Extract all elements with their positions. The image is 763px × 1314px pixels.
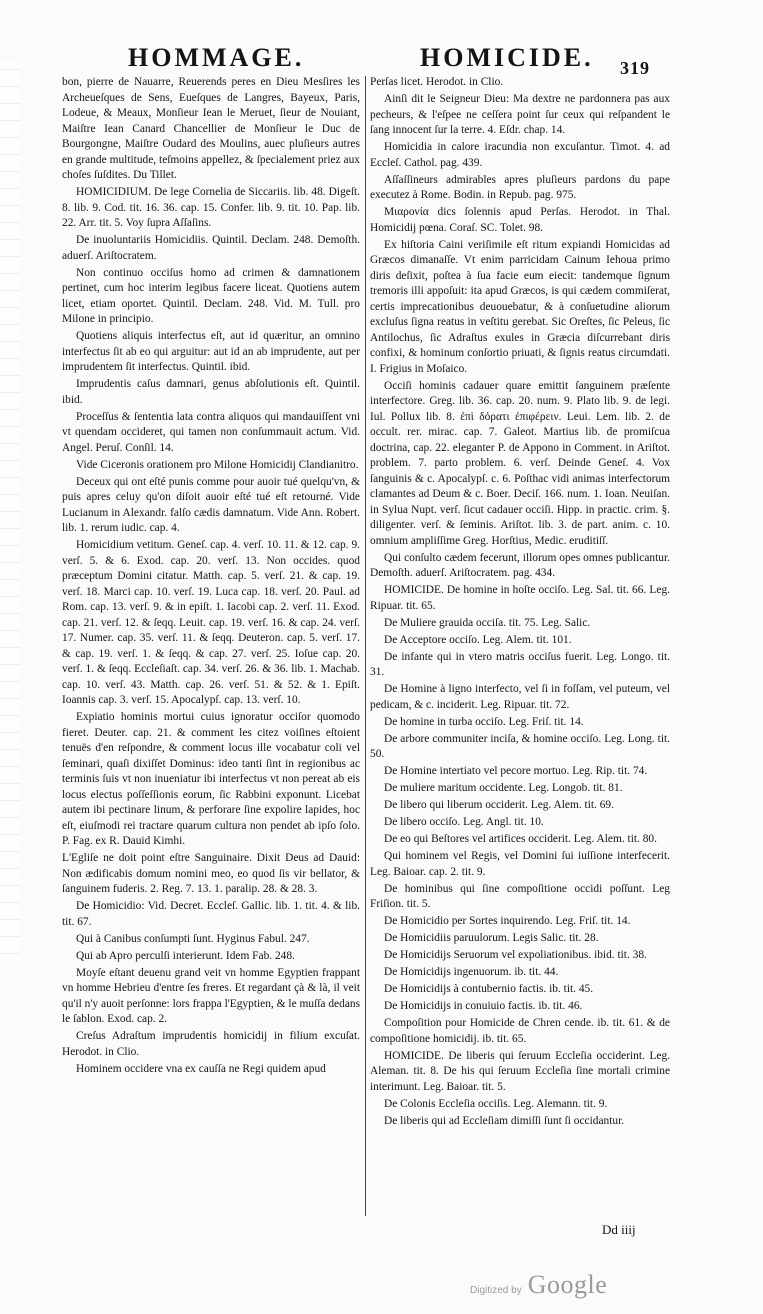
paragraph: De Homine intertiato vel pecore mortuo. Leg. Rip. tit. 74. (384, 765, 648, 777)
paragraph: Proceſſus & ſententia lata contra aliquos qui mandauiſſent vni vt quendam occideret, qui tamen non conſummauit actum. Vid. Angel. Peruſ. Conſil. 14. (62, 410, 360, 454)
paragraph: De Homicidiis paruulorum. Legis Salic. tit. 28. (384, 932, 599, 944)
running-head-right: HOMICIDE. (420, 43, 594, 72)
paragraph: Hominem occidere vna ex cauſſa ne Regi quidem apud (76, 1062, 326, 1075)
paragraph: bon, pierre de Nauarre, Reuerends peres en Dieu Mesſires les Archeueſques de Sens, Eueſques de Langres, Bayeux, Paris, Lodeue, & Meaux, Monſieur Iean le Meruet, ſieur de Nouiant, Maiſtre Iean Canard Chancellier de Monſieur le Duc de Bourgongne, Maiſtre Oudard des Moulins, auec pluſieurs autres en grande multitude, teſmoins appellez, & ſpecialement priez aux choſes ſuſdites. Du Tillet. (62, 76, 360, 181)
left-column (62, 75, 360, 1079)
running-head-left: HOMMAGE. (128, 43, 305, 72)
paragraph: HOMICIDE. De homine in hoſte occiſo. Leg. Sal. tit. 66. Leg. Ripuar. tit. 65. (370, 584, 670, 612)
paragraph: Qui à Canibus conſumpti ſunt. Hyginus Fabul. 247. (76, 932, 310, 945)
paragraph: De muliere maritum occidente. Leg. Longob. tit. 81. (384, 782, 623, 794)
paragraph: De liberis qui ad Eccleſiam dimiſſi ſunt ſi occidantur. (384, 1114, 625, 1127)
paragraph: Moyſe eſtant deuenu grand veit vn homme Egyptien frappant vn homme Hebrieu d'entre ſes freres. Et regardant çà & là, il veit qu'il n'y auoit perſonne: lors frappa l'Egyptien, & le muſſa dedans le ſablon. Exod. cap. 2. (62, 966, 360, 1025)
paragraph: De Homicidijs in conuiuio factis. ib. tit. 46. (384, 1000, 583, 1012)
margin-bleedthrough (0, 60, 20, 960)
paragraph: De Colonis Eccleſia occiſis. Leg. Alemann. tit. 9. (384, 1097, 608, 1110)
paragraph: De arbore communiter inciſa, & homine occiſo. Leg. Long. tit. 50. (370, 732, 670, 760)
paragraph: De hominibus qui ſine compoſitione occidi poſſunt. Leg Friſion. tit. 5. (370, 882, 670, 910)
paragraph: Qui ab Apro perculſi interierunt. Idem Fab. 248. (76, 949, 295, 962)
paragraph: De homine in turba occiſo. Leg. Friſ. tit. 14. (384, 715, 584, 728)
paragraph: De Homicidio per Sortes inquirendo. Leg. Friſ. tit. 14. (384, 915, 631, 927)
paragraph: Qui hominem vel Regis, vel Domini ſui iuſſione interfecerit. Leg. Baioar. cap. 2. tit. 9. (370, 850, 670, 878)
paragraph: Imprudentis caſus damnari, genus abſolutionis eſt. Quintil. ibid. (62, 378, 360, 406)
paragraph: Qui conſulto cædem fecerunt, illorum opes omnes publicantur. Demoſth. aduerſ. Ariſtocratem. pag. 434. (370, 551, 670, 579)
paragraph: Homicidia in calore iracundia non excuſantur. Timot. 4. ad Eccleſ. Cathol. pag. 439. (370, 141, 670, 169)
paragraph: De Acceptore occiſo. Leg. Alem. tit. 101. (384, 633, 572, 646)
paragraph: Occiſi hominis cadauer quare emittit ſanguinem præſente interfectore. Greg. lib. 36. cap. 20. num. 9. Plato lib. 9. de legi. Iul. Pollux lib. 8. ἐπὶ δόρατι ἐπιφέρειν. Leui. Lem. lib. 2. de occult. rer. mirac. cap. 7. Galeot. Martius lib. de promiſcua doctrina, cap. 22. eleganter P. de Appono in Comment. in Ariſtot. problem. 7. parto problem. 6. verſ. Deinde Geneſ. 4. Vox ſanguinis & c. Apocalypſ. c. 6. Poſthac vidi animas interfectorum clamantes ad Deum & c. Boer. Deciſ. 166. num. 1. Ioan. Neuiſan. in Sylua Nupt. verſ. ſicut cadauer occiſi. Hipp. in practic. crim. §. diligenter. verſ. & ſeminis. Ariſtot. lib. 3. de part. anim. c. 10. omnium ampliſſime Greg. Horſtius, Medic. eruditiſſ. (370, 379, 670, 547)
paragraph: Deceux qui ont eſté punis comme pour auoir tué quelqu'vn, & puis apres celuy qu'on diſoit auoir eſté tué eſt retourné. Vide Lucianum in Alexandr. falſo cædis damnatum. Vide Ann. Robert. lib. 1. rerum iudic. cap. 4. (62, 475, 360, 534)
paragraph: De libero qui liberum occiderit. Leg. Alem. tit. 69. (384, 799, 614, 811)
paragraph: Compoſition pour Homicide de Chren cende. ib. tit. 61. & de compoſitione homicidij. ib. tit. 65. (370, 1017, 670, 1045)
paragraph: De Homicidijs à contubernio factis. ib. tit. 45. (384, 983, 594, 995)
paragraph: Creſus Adraſtum imprudentis homicidij in filium excuſat. Herodot. in Clio. (62, 1030, 360, 1058)
paragraph: De infante qui in vtero matris occiſus fuerit. Leg. Longo. tit. 31. (370, 650, 670, 678)
paragraph: De Homicidijs Seruorum vel expoliationibus. ibid. tit. 38. (384, 949, 647, 961)
paragraph: Aſſaſſineurs admirables apres pluſieurs pardons du pape executez à Rome. Bodin. in Repub. pag. 975. (370, 173, 670, 201)
paragraph: Non continuo occiſus homo ad crimen & damnationem pertinet, cum hoc interim legibus facere liceat. Quotiens autem licet, etiam oportet. Quintil. Declam. 248. Vid. M. Tull. pro Milone in principio. (62, 266, 360, 325)
paragraph: De inuoluntariis Homicidiis. Quintil. Declam. 248. Demoſth. aduerſ. Ariſtocratem. (62, 234, 360, 262)
paragraph: Quotiens aliquis interfectus eſt, aut id quæritur, an omnino interfectus ſit ab eo qui arguitur: aut id an ab imprudente, aut per imprudentem ſit interfectus. Quintil. ibid. (62, 330, 360, 373)
paragraph: De eo qui Beſtores vel artifices occiderit. Leg. Alem. tit. 80. (384, 833, 657, 845)
paragraph: Μιαρονία dics ſolennis apud Perſas. Herodot. in Thal. Homicidij pœna. Coraſ. SC. Tolet. 98. (370, 206, 670, 234)
paragraph: Vide Ciceronis orationem pro Milone Homicidij Clandianitro. (76, 458, 359, 471)
paragraph: De Homicidijs ingenuorum. ib. tit. 44. (384, 966, 559, 978)
paragraph: Ex hiſtoria Caini veriſimile eſt ritum expiandi Homicidas ad Græcos dimanaſſe. Vt enim parricidam Cainum Iehoua primo diris deſixit, poſtea à ſua facie eum eiecit: tandemque ſignum tremoris illi appoſuit: ita apud Græcos, is qui cædem commiſerat, certis imprecationibus deuouebatur, & à conſuetudine aliorum excluſus ſigna reatus in veſtitu gerebat. Sic Oreſtes, ſic Peleus, ſic Antilochus, ſic Adraſtus exules in Græcia diſcurrebant diris confixi, & hominum conſortio priuati, & ſignis reatus circumdati. I. Frigius in Moſaico. (370, 238, 670, 375)
page-number: 319 (620, 58, 650, 78)
right-column (370, 75, 670, 1131)
paragraph: L'Egliſe ne doit point eſtre Sanguinaire. Dixit Deus ad Dauid: Non ædificabis domum nomini meo, eo quod ſis vir bellator, & ſanguinem fuderis. 2. Reg. 7. 13. 1. paralip. 28. & 28. 3. (62, 852, 360, 895)
paragraph: De Muliere grauida occiſa. tit. 75. Leg. Salic. (384, 616, 591, 629)
digitized-by-text: Digitized by (470, 1285, 522, 1296)
digitized-watermark (470, 1270, 607, 1300)
paragraph: Ainſi dit le Seigneur Dieu: Ma dextre ne pardonnera pas aux pecheurs, & l'eſpee ne ceſſera point ſur ceux qui reſpandent le ſang innocent ſur la terre. 4. Eſdr. chap. 14. (370, 93, 670, 136)
paragraph: HOMICIDE. De liberis qui ſeruum Eccleſia occiderint. Leg. Aleman. tit. 8. De his qui ſeruum Eccleſia ſine mortali crimine interimunt. Leg. Baioar. tit. 5. (370, 1049, 670, 1093)
paragraph: De Homine à ligno interfecto, vel ſi in foſſam, vel puteum, vel pedicam, & c. inciderit. Leg. Ripuar. tit. 72. (370, 683, 670, 711)
signature-mark: Dd iiij (602, 1222, 636, 1237)
paragraph: De Homicidio: Vid. Decret. Eccleſ. Gallic. lib. 1. tit. 4. & lib. tit. 67. (62, 900, 360, 928)
paragraph: Expiatio hominis mortui cuius ignoratur occiſor quomodo fieret. Deuter. cap. 21. & comment les citez voiſines eſtoient tenuës d'en reſpondre, & comment locus ille vocabatur coli vel ſeminari, quaſi dixiſſet Dominus: ideo tanti ſint in regionibus ac terminis ſuis vt non inueniatur ibi interfectus vt non pereat ab eis locus electus poſſeſſionis eorum, ſic Rabbini exponunt. Licebat autem ibi pectinare linum, & perforare ſine expolire lapides, hoc eſt, eiuſmodi rei tractare quarum cultura non pendet ab ipſo ſolo. P. Fag. ex R. Dauid Kimhi. (62, 711, 360, 847)
paragraph: De libero occiſo. Leg. Angl. tit. 10. (384, 816, 544, 828)
google-logo: Google (527, 1270, 608, 1299)
paragraph: Perſas licet. Herodot. in Clio. (370, 76, 504, 88)
column-divider (365, 76, 366, 1216)
paragraph: HOMICIDIUM. De lege Cornelia de Siccariis. lib. 48. Digeſt. 8. lib. 9. Cod. tit. 16. 36. cap. 15. Confer. lib. 9. tit. 10. Pap. lib. 22. Arr. tit. 5. Voy ſupra Aſſaſins. (62, 186, 360, 229)
paragraph: Homicidium vetitum. Geneſ. cap. 4. verſ. 10. 11. & 12. cap. 9. verſ. 5. & 6. Exod. cap. 20. verſ. 13. Non occides. quod præceptum Domini citatur. Matth. cap. 5. verſ. 21. & cap. 19. verſ. 18. Marci cap. 10. verſ. 19. Luca cap. 18. verſ. 20. Paul. ad Rom. cap. 13. verſ. 9. & in epiſt. 1. Iacobi cap. 2. verſ. 11. Exod. cap. 21. verſ. 12. & ſeqq. Leuit. cap. 19. verſ. 16. & cap. 24. verſ. 17. Numer. cap. 35. verſ. 11. & ſeqq. Deuteron. cap. 5. verſ. 17. & cap. 19. verſ. 1. & ſeqq. & cap. 27. verſ. 25. Ioſue cap. 20. verſ. 1. & ſeqq. Eccleſiaſt. cap. 34. verſ. 26. & 36. lib. 1. Machab. cap. 10. verſ. 43. Matth. cap. 26. verſ. 51. & 52. & 1. Epiſt. Ioannis cap. 3. verſ. 15. Apocalypſ. cap. 13. verſ. 10. (62, 539, 360, 706)
